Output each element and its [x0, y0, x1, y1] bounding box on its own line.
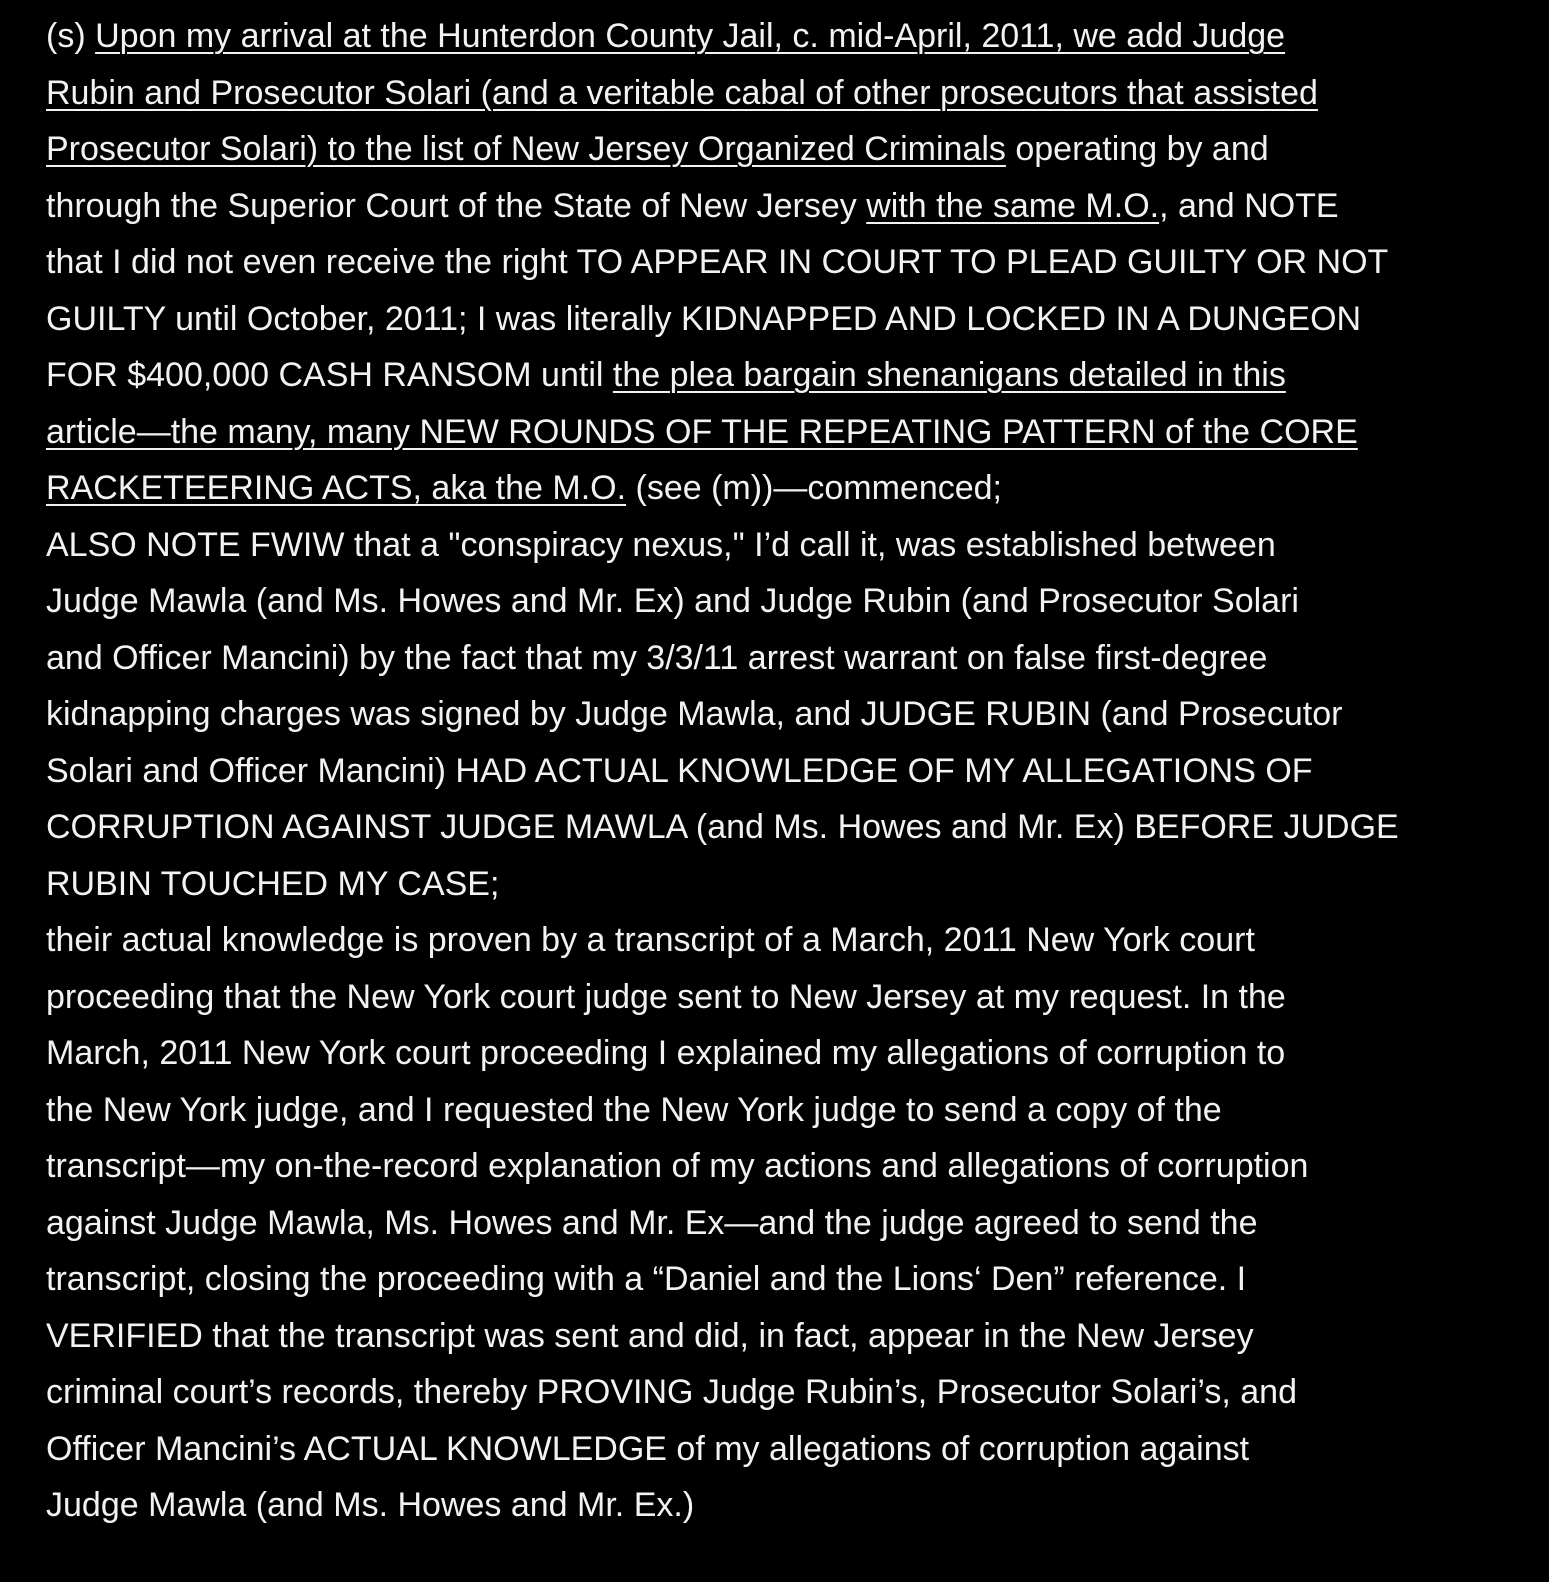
text-line [46, 743, 1536, 800]
text-line [46, 1082, 1536, 1139]
text-segment: the New York judge, and I requested the New York judge to send a copy of the [46, 1090, 1222, 1129]
text-line [46, 1025, 1536, 1082]
text-segment: (see (m))—commenced; [626, 469, 1003, 507]
text-line [46, 1477, 1536, 1534]
paragraph [46, 8, 1536, 517]
text-segment: and Officer Mancini) by the fact that my 3/3/11 arrest warrant on false first-degree [46, 638, 1268, 677]
text-line [46, 234, 1536, 291]
text-segment: Solari and Officer Mancini) HAD ACTUAL KNOWLEDGE OF MY ALLEGATIONS OF [46, 751, 1313, 790]
text-segment: March, 2011 New York court proceeding I explained my allegations of corruption to [46, 1034, 1286, 1072]
text-segment: operating by and [1005, 130, 1269, 168]
text-segment: FOR $400,000 CASH RANSOM until [46, 356, 613, 394]
text-line [46, 1251, 1536, 1308]
text-line [46, 404, 1536, 461]
text-segment: transcript—my on-the-record explanation of my actions and allegations of corruption [46, 1147, 1309, 1185]
text-segment: Judge Mawla (and Ms. Howes and Mr. Ex) and Judge Rubin (and Prosecutor Solari [46, 582, 1299, 620]
text-segment: RUBIN TOUCHED MY CASE; [46, 864, 500, 903]
text-line [46, 517, 1536, 574]
text-segment: criminal court’s records, thereby PROVING Judge Rubin’s, Prosecutor Solari’s, and [46, 1373, 1297, 1411]
text-segment: through the Superior Court of the State of New Jersey [46, 186, 867, 225]
underlined-text-segment: Upon my arrival at the Hunterdon County Jail, c. mid-April, 2011, we add Judge [95, 17, 1286, 55]
text-segment: transcript, closing the proceeding with a “Daniel and the Lions‘ Den” reference. I [46, 1260, 1247, 1298]
document-body [46, 8, 1536, 1534]
text-line [46, 121, 1536, 178]
underlined-text-segment: article—the many, many NEW ROUNDS OF THE REPEATING PATTERN of the CORE [46, 412, 1358, 451]
text-line [46, 573, 1536, 630]
paragraph [46, 912, 1536, 1534]
text-segment: ALSO NOTE FWIW that a "conspiracy nexus," I’d call it, was established between [46, 525, 1276, 564]
text-segment: their actual knowledge is proven by a transcript of a March, 2011 New York court [46, 921, 1255, 959]
text-segment: proceeding that the New York court judge sent to New Jersey at my request. In the [46, 977, 1286, 1016]
text-line [46, 1138, 1536, 1195]
paragraph [46, 517, 1536, 913]
text-segment: , and NOTE [1159, 186, 1339, 225]
text-line [46, 856, 1536, 913]
underlined-text-segment: with the same M.O. [866, 186, 1160, 225]
text-line [46, 630, 1536, 687]
text-line [46, 460, 1536, 517]
text-line [46, 969, 1536, 1026]
text-segment: (s) [46, 17, 96, 55]
text-line [46, 1308, 1536, 1365]
underlined-text-segment: the plea bargain shenanigans detailed in this [612, 356, 1286, 394]
text-line [46, 347, 1536, 404]
underlined-text-segment: Prosecutor Solari) to the list of New Jersey Organized Criminals [46, 130, 1006, 168]
text-segment: against Judge Mawla, Ms. Howes and Mr. Ex—and the judge agreed to send the [46, 1203, 1258, 1242]
underlined-text-segment: Rubin and Prosecutor Solari (and a veritable cabal of other prosecutors that assisted [46, 73, 1318, 112]
text-line [46, 291, 1536, 348]
text-segment: kidnapping charges was signed by Judge Mawla, and JUDGE RUBIN (and Prosecutor [46, 695, 1343, 733]
text-segment: VERIFIED that the transcript was sent and did, in fact, appear in the New Jersey [46, 1316, 1254, 1355]
text-segment: GUILTY until October, 2011; I was literally KIDNAPPED AND LOCKED IN A DUNGEON [46, 299, 1362, 338]
underlined-text-segment: RACKETEERING ACTS, aka the M.O. [46, 469, 627, 507]
text-segment: that I did not even receive the right TO APPEAR IN COURT TO PLEAD GUILTY OR NOT [46, 243, 1389, 281]
text-segment: CORRUPTION AGAINST JUDGE MAWLA (and Ms. Howes and Mr. Ex) BEFORE JUDGE [46, 808, 1399, 846]
text-line [46, 1195, 1536, 1252]
text-line [46, 799, 1536, 856]
text-segment: Judge Mawla (and Ms. Howes and Mr. Ex.) [46, 1486, 695, 1524]
text-line [46, 912, 1536, 969]
text-line [46, 1364, 1536, 1421]
text-segment: Officer Mancini’s ACTUAL KNOWLEDGE of my allegations of corruption against [46, 1429, 1250, 1468]
text-line [46, 1421, 1536, 1478]
text-line [46, 65, 1536, 122]
text-line [46, 686, 1536, 743]
text-line [46, 8, 1536, 65]
text-line [46, 178, 1536, 235]
